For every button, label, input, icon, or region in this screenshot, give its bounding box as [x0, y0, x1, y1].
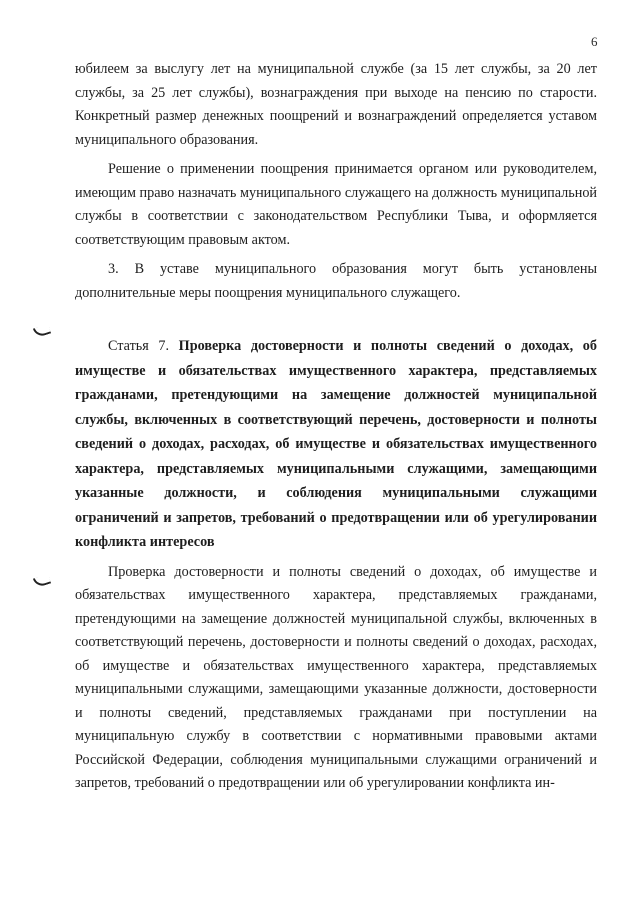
- document-body: [75, 58, 597, 796]
- paragraph-item-3: 3. В уставе муниципального образования могут быть установлены дополнительные меры поощрения муниципального служащего.: [75, 261, 597, 301]
- spacer: [75, 305, 597, 334]
- punch-hole-mark: [33, 324, 51, 338]
- paragraph-continuation: юбилеем за выслугу лет на муниципальной службе (за 15 лет службы, за 20 лет службы, за 25 лет службы), вознаграждения при выходе на пенсию по старости. Конкретный размер денежных поощрений и вознаграждений определяется уставом муниципального образования.: [75, 61, 597, 148]
- page-number: 6: [591, 34, 598, 49]
- article-title: Проверка достоверности и полноты сведений о доходах, об имуществе и обязательствах имущественного характера, представляемых гражданами, претендующими на замещение должностей муниципальной службы, включенных в соответствующий перечень, достоверности и полноты сведений о доходах, расходах, об имуществе и обязательствах имущественного характера, представляемых муниципальными служащими, замещающими указанные должности, и соблюдения муниципальными служащими ограничений и запретов, требований о предотвращении или об урегулировании конфликта интересов: [75, 338, 597, 550]
- paragraph-article-body: Проверка достоверности и полноты сведений о доходах, об имуществе и обязательствах имущественного характера, представляемых гражданами, претендующими на замещение должностей муниципальной службы, включенных в соответствующий перечень, достоверности и полноты сведений о доходах, расходах, об имуществе и обязательствах имущественного характера, представляемых муниципальными служащими, замещающими указанные должности, достоверности и полноты сведений, представляемых гражданами при поступлении на муниципальную службу в соответствии с нормативными правовыми актами Российской Федерации, соблюдения муниципальными служащими ограничений и запретов, требований о предотвращении или об урегулировании конфликта ин-: [75, 563, 597, 791]
- punch-hole-mark: [33, 574, 51, 588]
- article-heading: [75, 334, 597, 555]
- paragraph-decision: Решение о применении поощрения принимается органом или руководителем, имеющим право назначать муниципального служащего на должность муниципальной службы в соответствии с законодательством Республики Тыва, и оформляется соответствующим правовым актом.: [75, 161, 597, 248]
- article-label: Статья 7.: [108, 338, 170, 354]
